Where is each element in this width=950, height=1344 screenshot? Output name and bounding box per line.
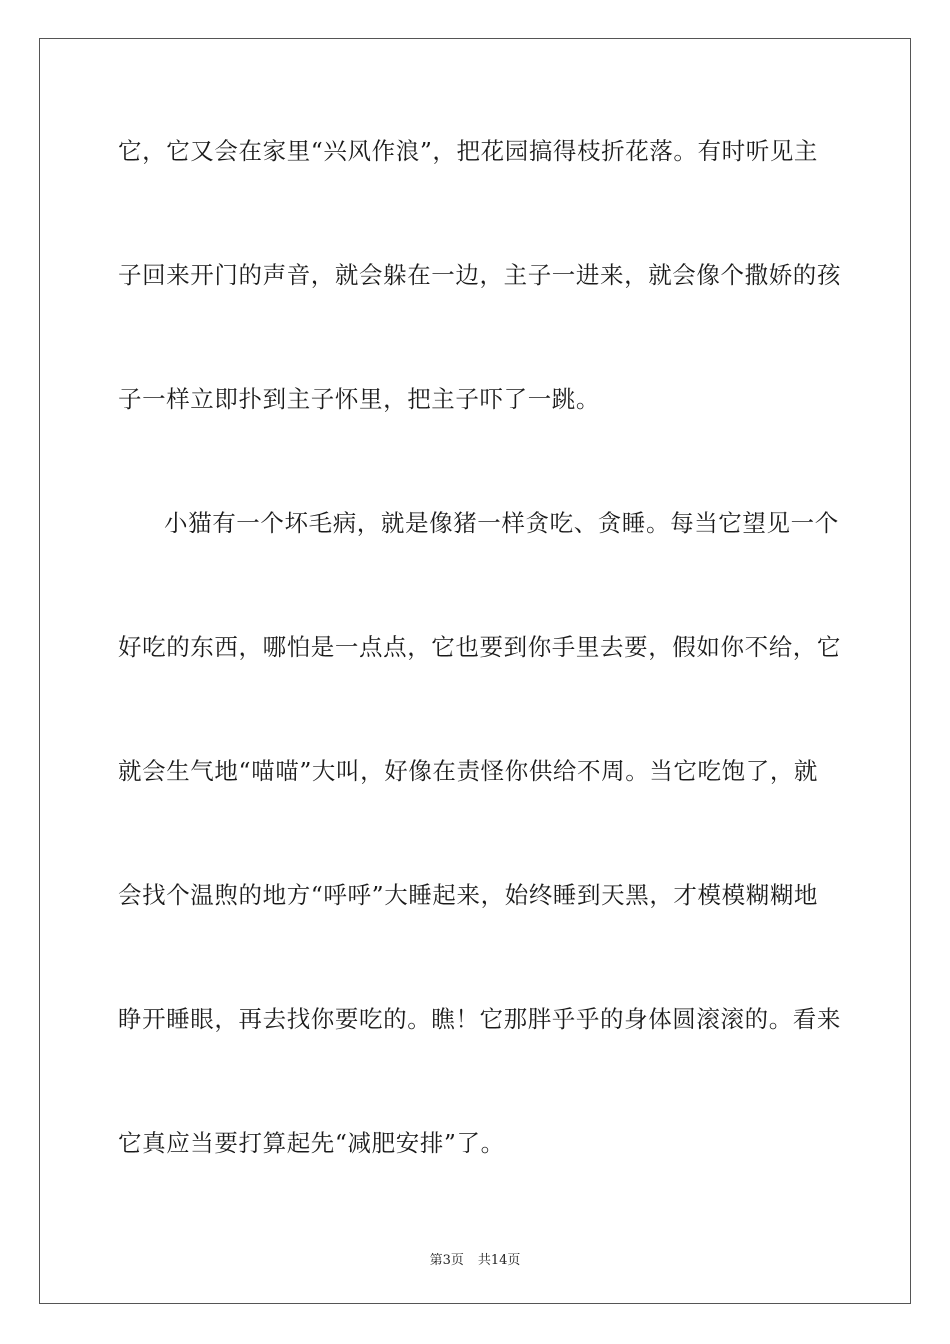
text-line-3: 子一样立即扑到主子怀里，把主子吓了一跳。 [118, 385, 600, 413]
text-line-8: 睁开睡眼，再去找你要吃的。瞧！它那胖乎乎的身体圆滚滚的。看来 [118, 1005, 841, 1033]
text-line-5: 好吃的东西，哪怕是一点点，它也要到你手里去要，假如你不给，它 [118, 633, 841, 661]
document-body [118, 128, 841, 1244]
page-total: 共14页 [477, 1253, 521, 1268]
text-line-7: 会找个温煦的地方“呼呼”大睡起来，始终睡到天黑，才模模糊糊地 [118, 881, 819, 909]
text-line-1: 它，它又会在家里“兴风作浪”，把花园搞得枝折花落。有时听见主 [118, 137, 819, 165]
page-number: 第3页 [429, 1253, 464, 1268]
text-line-6: 就会生气地“喵喵”大叫，好像在责怪你供给不周。当它吃饱了，就 [118, 757, 819, 785]
text-line-2: 子回来开门的声音，就会躲在一边，主子一进来，就会像个撒娇的孩 [118, 261, 841, 289]
text-line-4-paragraph-start: 小猫有一个坏毛病，就是像猪一样贪吃、贪睡。每当它望见一个 [164, 509, 839, 537]
page-footer [0, 1249, 950, 1268]
text-line-9: 它真应当要打算起先“减肥安排”了。 [118, 1129, 505, 1157]
